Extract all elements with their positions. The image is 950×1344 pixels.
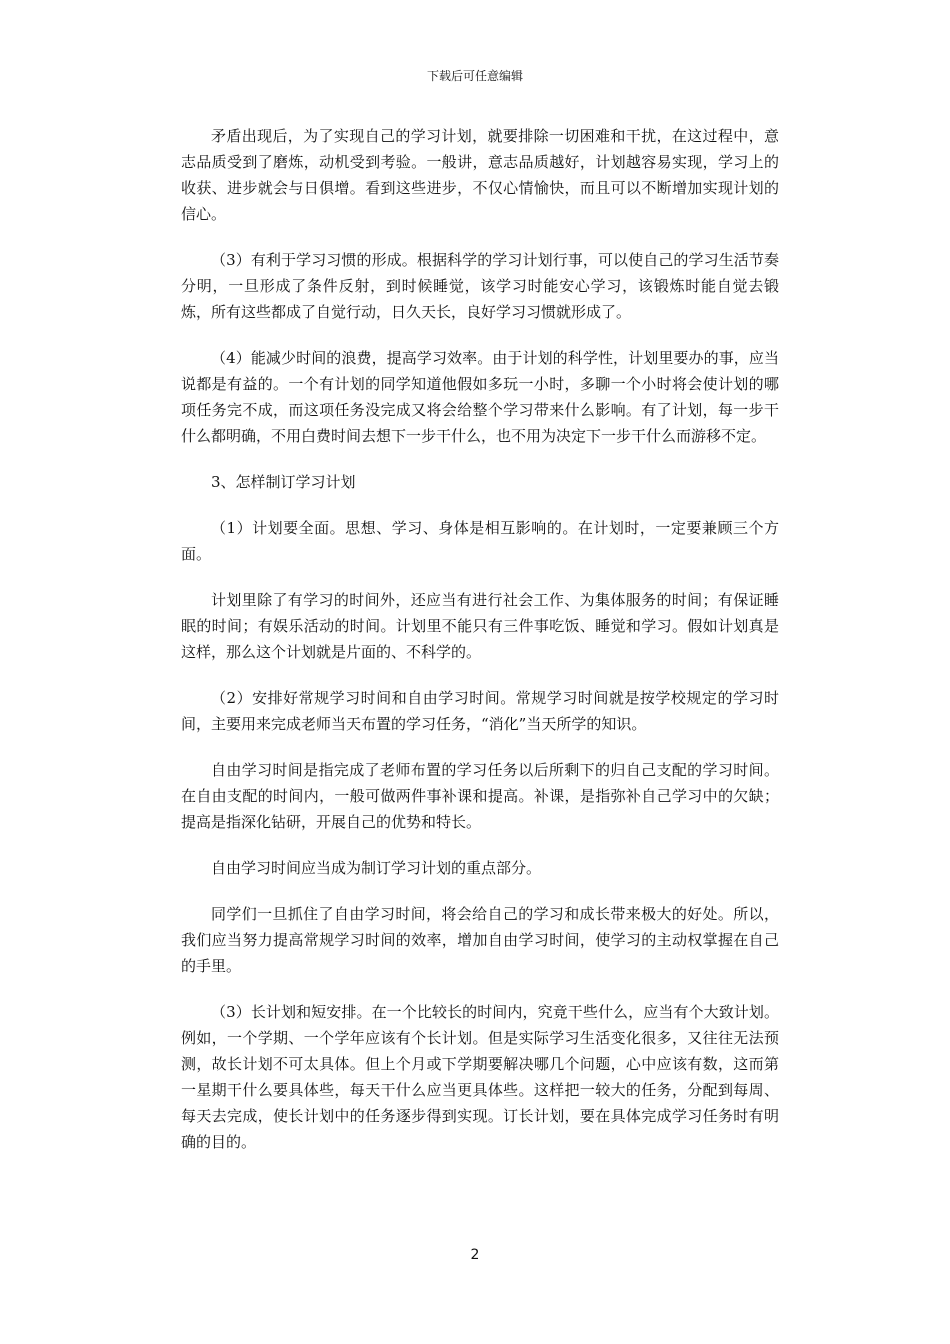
paragraph-plan-contents: 计划里除了有学习的时间外，还应当有进行社会工作、为集体服务的时间；有保证睡眠的时间；有娱乐活动的时间。计划里不能只有三件事吃饭、睡觉和学习。假如计划真是这样，那么这个计划就是片面的、不科学的。 bbox=[181, 591, 779, 661]
paragraph-habit-formation: （3）有利于学习习惯的形成。根据科学的学习计划行事，可以使自己的学习生活节奏分明，一旦形成了条件反射，到时候睡觉，该学习时能安心学习，该锻炼时能自觉去锻炼，所有这些都成了自觉行动，日久天长，良好学习习惯就形成了。 bbox=[181, 251, 779, 321]
paragraph-comprehensive-plan: （1）计划要全面。思想、学习、身体是相互影响的。在计划时，一定要兼顾三个方面。 bbox=[181, 519, 779, 563]
paragraph-free-time-definition: 自由学习时间是指完成了老师布置的学习任务以后所剩下的归自己支配的学习时间。在自由支配的时间内，一般可做两件事补课和提高。补课，是指弥补自己学习中的欠缺；提高是指深化钻研，开展自己的优势和特长。 bbox=[181, 761, 779, 831]
paragraph-regular-and-free-time: （2）安排好常规学习时间和自由学习时间。常规学习时间就是按学校规定的学习时间，主要用来完成老师当天布置的学习任务，“消化”当天所学的知识。 bbox=[181, 689, 779, 733]
page-header-note: 下载后可任意编辑 bbox=[426, 69, 523, 83]
paragraph-reduce-waste: （4）能减少时间的浪费，提高学习效率。由于计划的科学性，计划里要办的事，应当说都是有益的。一个有计划的同学知道他假如多玩一小时，多聊一个小时将会使计划的哪项任务完不成，而这项任务没完成又将会给整个学习带来什么影响。有了计划，每一步干什么都明确，不用白费时间去想下一步干什么，也不用为决定下一步干什么而游移不定。 bbox=[181, 349, 779, 445]
document-body bbox=[181, 123, 779, 1175]
section-heading-how-to-plan: 3、怎样制订学习计划 bbox=[211, 473, 356, 491]
paragraph-free-time-benefits: 同学们一旦抓住了自由学习时间，将会给自己的学习和成长带来极大的好处。所以，我们应当努力提高常规学习时间的效率，增加自由学习时间，使学习的主动权掌握在自己的手里。 bbox=[181, 905, 779, 975]
paragraph-long-and-short-plans: （3）长计划和短安排。在一个比较长的时间内，究竟干些什么，应当有个大致计划。例如，一个学期、一个学年应该有个长计划。但是实际学习生活变化很多，又往往无法预测，故长计划不可太具体。但上个月或下学期要解决哪几个问题，心中应该有数，这而第一星期干什么要具体些，每天干什么应当更具体些。这样把一较大的任务，分配到每周、每天去完成，使长计划中的任务逐步得到实现。订长计划，要在具体完成学习任务时有明确的目的。 bbox=[181, 1003, 779, 1151]
paragraph-free-time-focus: 自由学习时间应当成为制订学习计划的重点部分。 bbox=[211, 859, 542, 877]
paragraph-willpower: 矛盾出现后，为了实现自己的学习计划，就要排除一切困难和干扰，在这过程中，意志品质受到了磨炼，动机受到考验。一般讲，意志品质越好，计划越容易实现，学习上的收获、进步就会与日俱增。看到这些进步，不仅心情愉快，而且可以不断增加实现计划的信心。 bbox=[181, 127, 779, 223]
page-number: 2 bbox=[470, 1247, 480, 1263]
